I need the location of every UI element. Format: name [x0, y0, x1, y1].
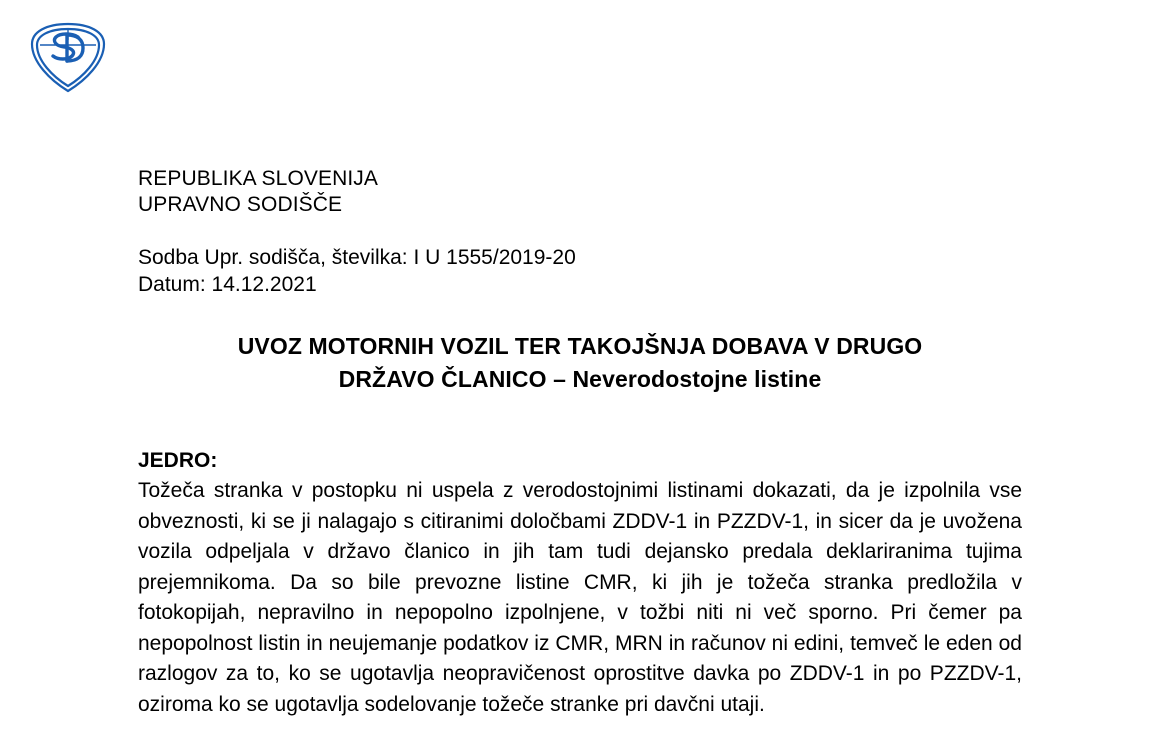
- section-body-jedro: Tožeča stranka v postopku ni uspela z verodostojnimi listinami dokazati, da je izpolnila vse obveznosti, ki se ji nalagajo s citiranimi določbami ZDDV-1 in PZZDV-1, in sicer da je uvožena vozila odpeljala v državo članico in jih tam tudi dejansko predala deklariranima tujima prejemnikoma. Da so bile prevozne listine CMR, ki jih je tožeča stranka predložila v fotokopijah, nepravilno in nepopolno izpolnjene, v tožbi niti ni več sporno. Pri čemer pa nepopolnost listin in neujemanje podatkov iz CMR, MRN in računov ni edini, temveč le eden od razlogov za to, ko se ugotavlja neopravičenost oprostitve davka po ZDDV-1 in po PZZDV-1, oziroma ko se ugotavlja sodelovanje tožeče stranke pri davčni utaji.: [138, 479, 1022, 716]
- institution-line-2: UPRAVNO SODIŠČE: [138, 193, 343, 216]
- case-number: Sodba Upr. sodišča, številka: I U 1555/2019-20: [138, 246, 576, 269]
- document-body: [138, 166, 1022, 720]
- institution-block: [138, 166, 1022, 218]
- case-date: Datum: 14.12.2021: [138, 273, 317, 296]
- institution-line-1: REPUBLIKA SLOVENIJA: [138, 167, 378, 190]
- upravno-sodisce-emblem-icon: [26, 22, 110, 94]
- page-title-line-1: UVOZ MOTORNIH VOZIL TER TAKOJŠNJA DOBAVA V DRUGO: [237, 333, 923, 359]
- page-title: [138, 330, 1022, 396]
- section-label-jedro: JEDRO:: [138, 449, 218, 472]
- case-meta-block: [138, 244, 1022, 298]
- page-title-line-2: DRŽAVO ČLANICO – Neverodostojne listine: [338, 366, 822, 392]
